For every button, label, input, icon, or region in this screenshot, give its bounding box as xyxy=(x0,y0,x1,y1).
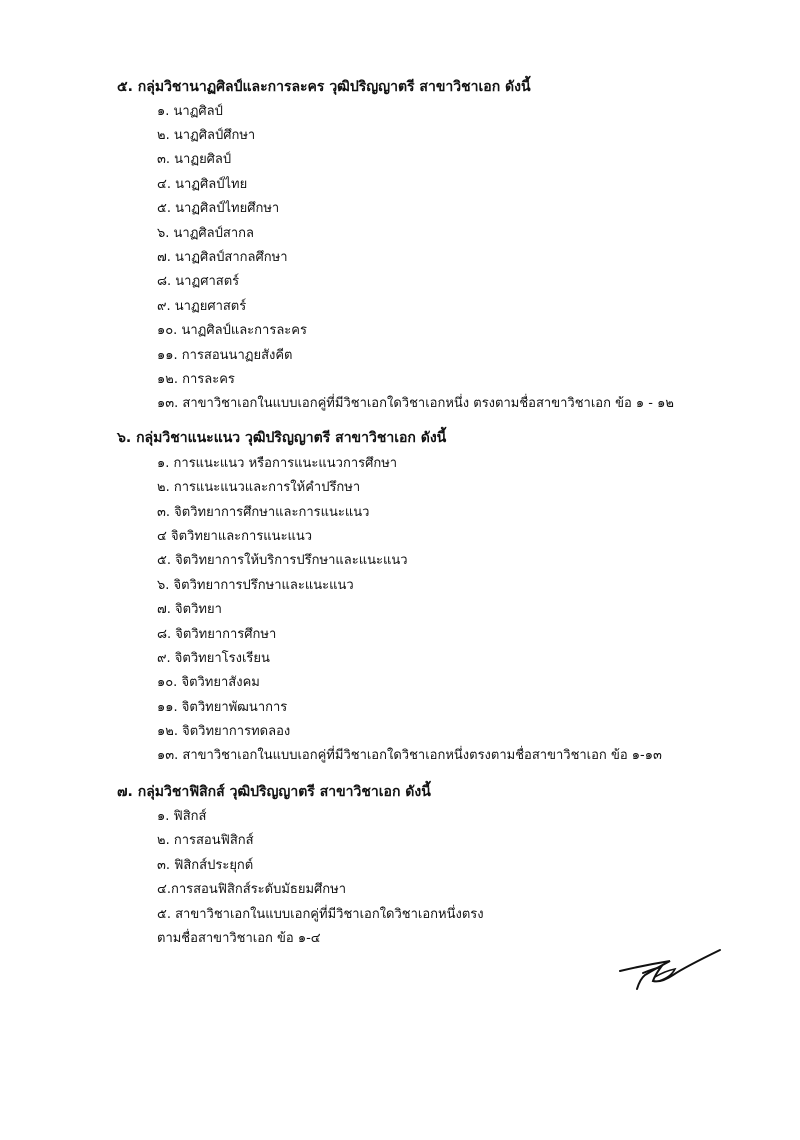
list-item: ๑๒. จิตวิทยาการทดลอง xyxy=(157,724,291,739)
list-item: ๗. จิตวิทยา xyxy=(157,602,222,617)
list-item: ๘. จิตวิทยาการศึกษา xyxy=(157,627,277,642)
list-item: ๓. ฟิสิกส์ประยุกต์ xyxy=(157,858,254,873)
list-item: ๑. ฟิสิกส์ xyxy=(157,809,207,824)
list-item: ๑. นาฏศิลป์ xyxy=(157,104,223,119)
list-item: ๒. การแนะแนวและการให้คำปรึกษา xyxy=(157,480,361,495)
list-item: ๔ จิตวิทยาและการแนะแนว xyxy=(157,529,313,544)
list-item: ๑๒. การละคร xyxy=(157,372,235,387)
list-item: ๕. นาฏศิลป์ไทยศึกษา xyxy=(157,201,280,216)
list-item: ๑๑. การสอนนาฏยสังคีต xyxy=(157,348,293,363)
list-item: ๑๐. จิตวิทยาสังคม xyxy=(157,675,260,690)
list-item: ๒. การสอนฟิสิกส์ xyxy=(157,833,254,848)
list-item: ตามชื่อสาขาวิชาเอก ข้อ ๑-๔ xyxy=(157,931,321,946)
list-item: ๖. จิตวิทยาการปรึกษาและแนะแนว xyxy=(157,578,354,593)
list-item: ๑๑. จิตวิทยาพัฒนาการ xyxy=(157,700,288,715)
list-item: ๙. จิตวิทยาโรงเรียน xyxy=(157,651,270,666)
list-item: ๓. จิตวิทยาการศึกษาและการแนะแนว xyxy=(157,505,370,520)
list-item: ๙. นาฏยศาสตร์ xyxy=(157,299,247,314)
section-7-heading: ๗. กลุ่มวิชาฟิสิกส์ วุฒิปริญญาตรี สาขาวิชาเอก ดังนี้ xyxy=(117,784,431,800)
section-5-heading: ๕. กลุ่มวิชานาฏศิลป์และการละคร วุฒิปริญญาตรี สาขาวิชาเอก ดังนี้ xyxy=(117,79,531,95)
list-item: ๑๐. นาฏศิลป์และการละคร xyxy=(157,323,307,338)
list-item: ๔. นาฏศิลป์ไทย xyxy=(157,177,248,192)
list-item: ๒. นาฏศิลป์ศึกษา xyxy=(157,128,256,143)
list-item: ๘. นาฏศาสตร์ xyxy=(157,274,240,289)
signature-icon xyxy=(615,945,725,995)
section-6-heading: ๖. กลุ่มวิชาแนะแนว วุฒิปริญญาตรี สาขาวิชาเอก ดังนี้ xyxy=(117,430,447,446)
list-item: ๑๓. สาขาวิชาเอกในแบบเอกคู่ที่มีวิชาเอกใดวิชาเอกหนึ่งตรงตามชื่อสาขาวิชาเอก ข้อ ๑-๑๓ xyxy=(157,748,662,763)
list-item: ๑. การแนะแนว หรือการแนะแนวการศึกษา xyxy=(157,456,398,471)
list-item: ๕. จิตวิทยาการให้บริการปรึกษาและแนะแนว xyxy=(157,553,408,568)
list-item: ๕. สาขาวิชาเอกในแบบเอกคู่ที่มีวิชาเอกใดวิชาเอกหนึ่งตรง xyxy=(157,907,484,922)
list-item: ๗. นาฏศิลป์สากลศึกษา xyxy=(157,250,288,265)
list-item: ๔.การสอนฟิสิกส์ระดับมัธยมศึกษา xyxy=(157,882,347,897)
list-item: ๓. นาฏยศิลป์ xyxy=(157,152,232,167)
list-item: ๑๓. สาขาวิชาเอกในแบบเอกคู่ที่มีวิชาเอกใดวิชาเอกหนึ่ง ตรงตามชื่อสาขาวิชาเอก ข้อ ๑ - ๑๒ xyxy=(157,396,674,411)
list-item: ๖. นาฏศิลป์สากล xyxy=(157,226,254,241)
